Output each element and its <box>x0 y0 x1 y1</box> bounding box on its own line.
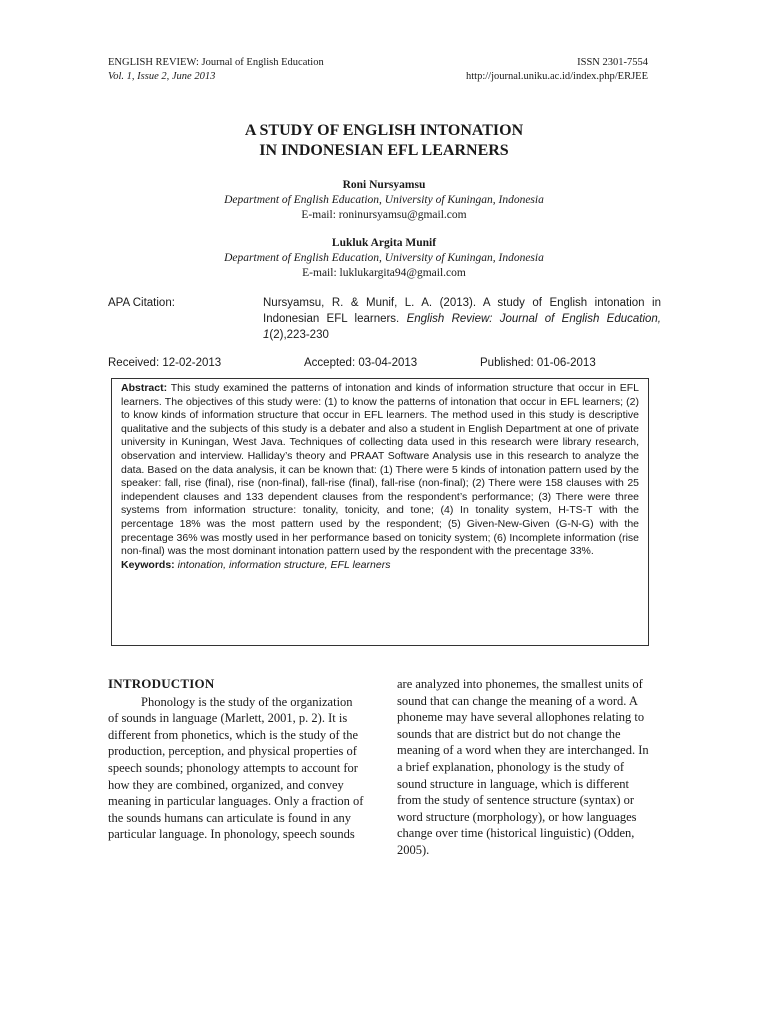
section-heading: INTRODUCTION <box>108 676 215 691</box>
date-received: Received: 12-02-2013 <box>108 357 222 369</box>
author-name: Roni Nursyamsu <box>342 179 426 191</box>
publication-dates <box>108 357 661 369</box>
abstract <box>121 382 639 559</box>
keywords-label: Keywords: <box>121 558 175 571</box>
author-name: Lukluk Argita Munif <box>331 237 437 249</box>
citation-pages: (2),223-230 <box>269 329 329 341</box>
abstract-text: This study examined the patterns of intonation and kinds of information structure that occur in EFL learners. The objectives of this study were: (1) to know the patterns of intonation that occur in EFL learners; (2) to know kinds of information structure that occur in EFL learners. The method used in this study is descriptive qualitative and the subjects of this study is a debater and also a student in English Department at one of private university in Kuningan, West Java. Techniques of collecting data used in this research were library research, observation and interview. Halliday’s theory and PRAAT Software Analysis use in this research to analyze the data. Based on the data analysis, it can be known that: (1) There were 5 kinds of intonation pattern used by the speaker: fall, rise (final), rise (non-final), fall-rise (final), fall-rise (non-final); (2) There were 158 clauses with 25 independent clauses and 133 dependent clauses from the respondent’s performance; (3) There were three systems from information structure: tonality, tonicity, and tone; (4) In tonality system, H-TS-T with the percentage 18% was the most pattern used by the respondent; (5) Given-New-Given (G-N-G) with the precentage 36% was mostly used in her performance based on tonicity system; (6) Incomplete information (rise non-final) was the most dominant intonation pattern used by the respondent with the precentage 33%. <box>121 382 639 558</box>
issn: ISSN 2301-7554 <box>577 57 648 68</box>
body-column-right <box>397 676 655 859</box>
author-email[interactable]: E-mail: roninursyamsu@gmail.com <box>301 209 467 221</box>
abstract-label: Abstract: <box>121 382 168 394</box>
body-paragraph: are analyzed into phonemes, the smallest units of sound that can change the meaning of a word. A phoneme may have several allophones relating to sounds that are district but do not change the meaning of a word when they are interchanged. In a brief explanation, phonology is the study of sound structure in language, which is different from the study of sentence structure (syntax) or word structure (morphology), or how languages change over time (historical linguistic) (Odden, 2005). <box>397 677 649 857</box>
author-block <box>0 236 768 281</box>
volume-issue: Vol. 1, Issue 2, June 2013 <box>108 71 216 82</box>
date-accepted: Accepted: 03-04-2013 <box>304 357 418 369</box>
journal-name: ENGLISH REVIEW: Journal of English Education <box>108 57 324 68</box>
citation-volume: 1 <box>263 329 270 341</box>
title-line-1: A STUDY OF ENGLISH INTONATION <box>244 122 524 139</box>
journal-url[interactable]: http://journal.uniku.ac.id/index.php/ERJEE <box>466 71 648 82</box>
author-affiliation: Department of English Education, University of Kuningan, Indonesia <box>224 194 544 206</box>
keywords <box>121 559 639 573</box>
abstract-box <box>111 378 649 646</box>
citation-label: APA Citation: <box>108 297 175 309</box>
citation-text: Nursyamsu, R. & Munif, L. A. (2013). A study of English intonation in Indonesian EFL learners. <box>263 297 661 325</box>
running-header <box>108 56 648 84</box>
body-column-left <box>108 676 366 843</box>
title-line-2: IN INDONESIAN EFL LEARNERS <box>259 142 509 159</box>
apa-citation <box>108 295 661 343</box>
citation-journal: English Review: Journal of English Education, <box>406 313 661 325</box>
date-published: Published: 01-06-2013 <box>480 357 596 369</box>
author-block <box>0 178 768 223</box>
author-affiliation: Department of English Education, University of Kuningan, Indonesia <box>224 252 544 264</box>
paper-title <box>0 121 768 161</box>
body-paragraph: Phonology is the study of the organization of sounds in language (Marlett, 2001, p. 2). It is different from phonetics, which is the study of the production, perception, and physical properties of speech sounds; phonology attempts to account for how they are combined, organized, and convey meaning in particular languages. Only a fraction of the sounds humans can articulate is found in any particular language. In phonology, speech sounds <box>108 694 364 842</box>
keywords-text: intonation, information structure, EFL learners <box>177 558 391 571</box>
author-email[interactable]: E-mail: luklukargita94@gmail.com <box>302 267 466 279</box>
